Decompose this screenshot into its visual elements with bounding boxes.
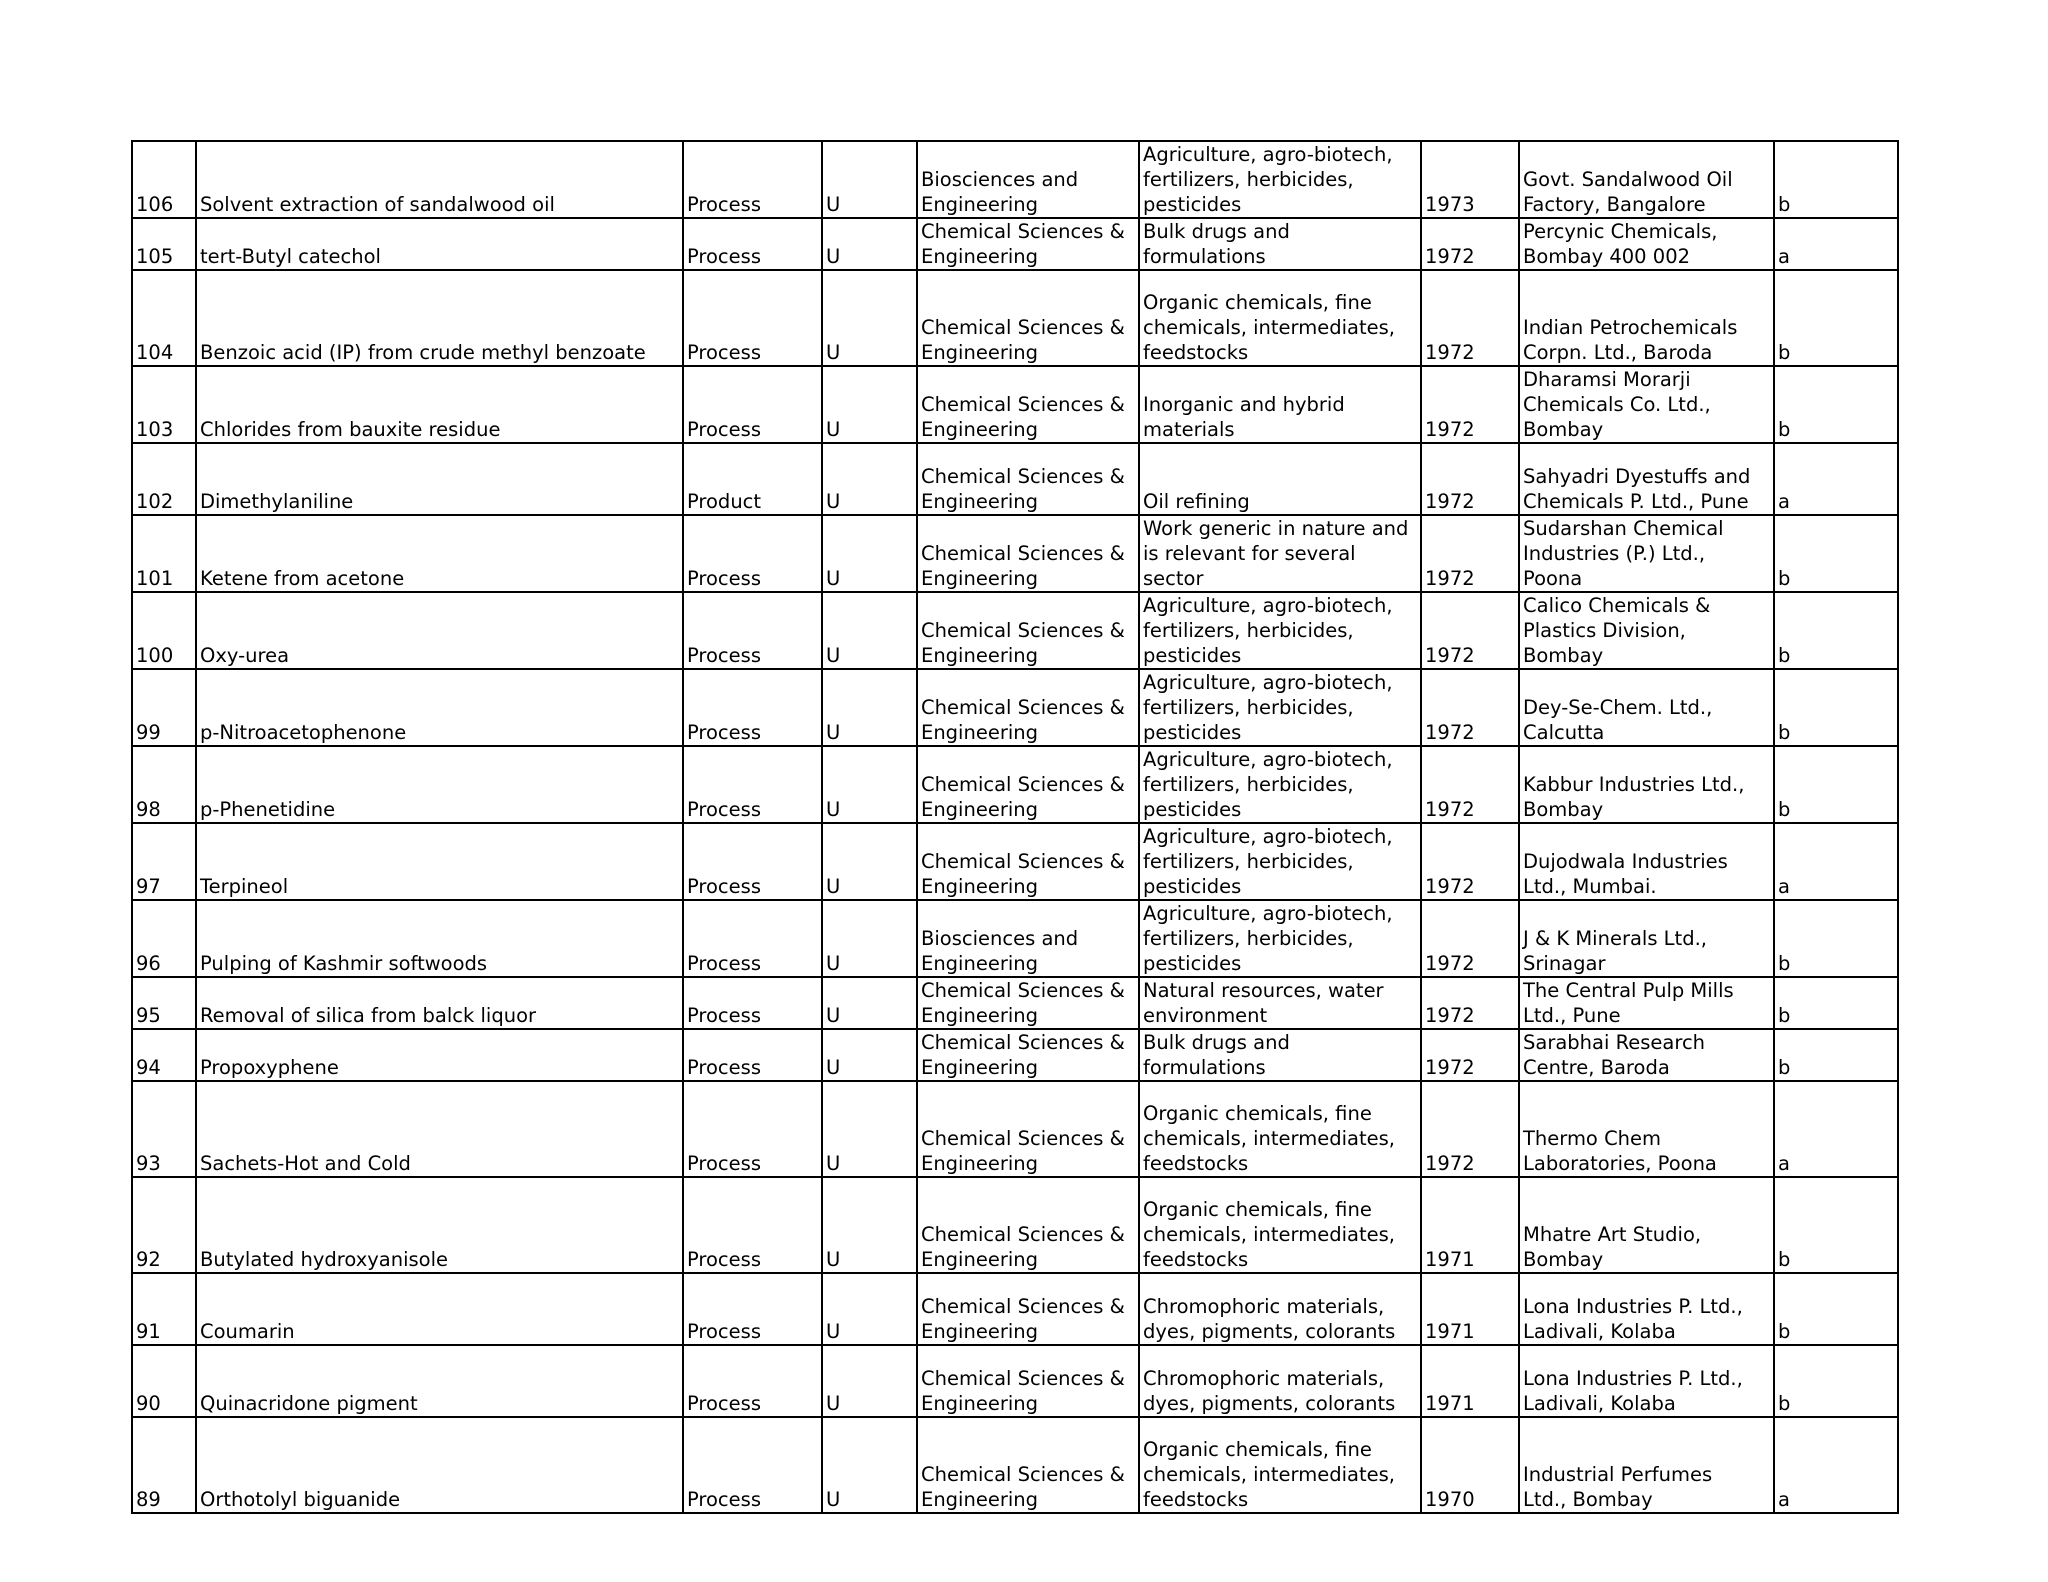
category-code-cell: b	[1774, 1177, 1898, 1273]
status-code-cell: U	[822, 1273, 917, 1345]
technology-type-cell: Process	[683, 218, 822, 270]
table-body	[132, 141, 1898, 1513]
industry-sector-cell: Organic chemicals, fine chemicals, intermediates, feedstocks	[1139, 1081, 1421, 1177]
research-area-cell: Chemical Sciences & Engineering	[917, 515, 1139, 592]
row-number-cell: 101	[132, 515, 196, 592]
category-code-cell: a	[1774, 1417, 1898, 1513]
licensee-cell: Lona Industries P. Ltd., Ladivali, Kolaba	[1519, 1273, 1774, 1345]
category-code-cell: b	[1774, 141, 1898, 218]
technology-table	[131, 140, 1899, 1514]
technology-type-cell: Process	[683, 1177, 822, 1273]
row-number-cell: 105	[132, 218, 196, 270]
technology-type-cell: Process	[683, 366, 822, 443]
table-row	[132, 669, 1898, 746]
research-area-cell: Chemical Sciences & Engineering	[917, 1273, 1139, 1345]
status-code-cell: U	[822, 270, 917, 366]
table-row	[132, 1345, 1898, 1417]
research-area-cell: Chemical Sciences & Engineering	[917, 1417, 1139, 1513]
research-area-cell: Biosciences and Engineering	[917, 141, 1139, 218]
technology-type-cell: Process	[683, 977, 822, 1029]
category-code-cell: a	[1774, 443, 1898, 515]
licensee-cell: J & K Minerals Ltd., Srinagar	[1519, 900, 1774, 977]
row-number-cell: 98	[132, 746, 196, 823]
industry-sector-cell: Organic chemicals, fine chemicals, intermediates, feedstocks	[1139, 270, 1421, 366]
table-row	[132, 746, 1898, 823]
year-cell: 1972	[1421, 823, 1519, 900]
research-area-cell: Chemical Sciences & Engineering	[917, 669, 1139, 746]
licensee-cell: Sahyadri Dyestuffs and Chemicals P. Ltd., Pune	[1519, 443, 1774, 515]
table-row	[132, 900, 1898, 977]
research-area-cell: Chemical Sciences & Engineering	[917, 270, 1139, 366]
row-number-cell: 103	[132, 366, 196, 443]
research-area-cell: Chemical Sciences & Engineering	[917, 443, 1139, 515]
year-cell: 1971	[1421, 1177, 1519, 1273]
licensee-cell: Sudarshan Chemical Industries (P.) Ltd., Poona	[1519, 515, 1774, 592]
licensee-cell: Indian Petrochemicals Corpn. Ltd., Baroda	[1519, 270, 1774, 366]
status-code-cell: U	[822, 1081, 917, 1177]
category-code-cell: b	[1774, 1273, 1898, 1345]
status-code-cell: U	[822, 1345, 917, 1417]
research-area-cell: Chemical Sciences & Engineering	[917, 1029, 1139, 1081]
licensee-cell: Mhatre Art Studio, Bombay	[1519, 1177, 1774, 1273]
category-code-cell: a	[1774, 218, 1898, 270]
technology-type-cell: Process	[683, 1417, 822, 1513]
status-code-cell: U	[822, 218, 917, 270]
technology-title-cell: Orthotolyl biguanide	[196, 1417, 683, 1513]
industry-sector-cell: Chromophoric materials, dyes, pigments, colorants	[1139, 1273, 1421, 1345]
year-cell: 1972	[1421, 366, 1519, 443]
row-number-cell: 106	[132, 141, 196, 218]
technology-type-cell: Process	[683, 515, 822, 592]
research-area-cell: Chemical Sciences & Engineering	[917, 1345, 1139, 1417]
status-code-cell: U	[822, 1417, 917, 1513]
licensee-cell: Dharamsi Morarji Chemicals Co. Ltd., Bombay	[1519, 366, 1774, 443]
industry-sector-cell: Bulk drugs and formulations	[1139, 1029, 1421, 1081]
technology-title-cell: Removal of silica from balck liquor	[196, 977, 683, 1029]
licensee-cell: Kabbur Industries Ltd., Bombay	[1519, 746, 1774, 823]
industry-sector-cell: Agriculture, agro-biotech, fertilizers, herbicides, pesticides	[1139, 746, 1421, 823]
status-code-cell: U	[822, 977, 917, 1029]
status-code-cell: U	[822, 746, 917, 823]
licensee-cell: Govt. Sandalwood Oil Factory, Bangalore	[1519, 141, 1774, 218]
licensee-cell: The Central Pulp Mills Ltd., Pune	[1519, 977, 1774, 1029]
technology-title-cell: Chlorides from bauxite residue	[196, 366, 683, 443]
technology-title-cell: p-Nitroacetophenone	[196, 669, 683, 746]
year-cell: 1972	[1421, 218, 1519, 270]
table-row	[132, 515, 1898, 592]
industry-sector-cell: Agriculture, agro-biotech, fertilizers, herbicides, pesticides	[1139, 669, 1421, 746]
status-code-cell: U	[822, 1029, 917, 1081]
row-number-cell: 93	[132, 1081, 196, 1177]
table-row	[132, 366, 1898, 443]
technology-title-cell: Pulping of Kashmir softwoods	[196, 900, 683, 977]
row-number-cell: 91	[132, 1273, 196, 1345]
year-cell: 1972	[1421, 270, 1519, 366]
table-row	[132, 1417, 1898, 1513]
industry-sector-cell: Organic chemicals, fine chemicals, intermediates, feedstocks	[1139, 1177, 1421, 1273]
table-row	[132, 443, 1898, 515]
table-row	[132, 1273, 1898, 1345]
industry-sector-cell: Oil refining	[1139, 443, 1421, 515]
technology-type-cell: Process	[683, 746, 822, 823]
table-row	[132, 1029, 1898, 1081]
category-code-cell: b	[1774, 366, 1898, 443]
year-cell: 1972	[1421, 592, 1519, 669]
row-number-cell: 94	[132, 1029, 196, 1081]
row-number-cell: 92	[132, 1177, 196, 1273]
category-code-cell: b	[1774, 270, 1898, 366]
category-code-cell: b	[1774, 515, 1898, 592]
category-code-cell: b	[1774, 592, 1898, 669]
industry-sector-cell: Chromophoric materials, dyes, pigments, colorants	[1139, 1345, 1421, 1417]
category-code-cell: a	[1774, 823, 1898, 900]
technology-type-cell: Process	[683, 592, 822, 669]
table-row	[132, 270, 1898, 366]
category-code-cell: b	[1774, 746, 1898, 823]
technology-type-cell: Process	[683, 823, 822, 900]
status-code-cell: U	[822, 366, 917, 443]
licensee-cell: Sarabhai Research Centre, Baroda	[1519, 1029, 1774, 1081]
industry-sector-cell: Bulk drugs and formulations	[1139, 218, 1421, 270]
row-number-cell: 89	[132, 1417, 196, 1513]
technology-type-cell: Process	[683, 1345, 822, 1417]
technology-title-cell: Solvent extraction of sandalwood oil	[196, 141, 683, 218]
year-cell: 1972	[1421, 746, 1519, 823]
table-row	[132, 218, 1898, 270]
technology-type-cell: Process	[683, 900, 822, 977]
status-code-cell: U	[822, 443, 917, 515]
industry-sector-cell: Agriculture, agro-biotech, fertilizers, herbicides, pesticides	[1139, 592, 1421, 669]
row-number-cell: 102	[132, 443, 196, 515]
technology-title-cell: Quinacridone pigment	[196, 1345, 683, 1417]
research-area-cell: Chemical Sciences & Engineering	[917, 218, 1139, 270]
industry-sector-cell: Agriculture, agro-biotech, fertilizers, herbicides, pesticides	[1139, 141, 1421, 218]
industry-sector-cell: Work generic in nature and is relevant for several sector	[1139, 515, 1421, 592]
year-cell: 1972	[1421, 515, 1519, 592]
technology-title-cell: tert-Butyl catechol	[196, 218, 683, 270]
technology-title-cell: Sachets-Hot and Cold	[196, 1081, 683, 1177]
row-number-cell: 100	[132, 592, 196, 669]
research-area-cell: Chemical Sciences & Engineering	[917, 1081, 1139, 1177]
licensee-cell: Calico Chemicals & Plastics Division, Bombay	[1519, 592, 1774, 669]
year-cell: 1970	[1421, 1417, 1519, 1513]
row-number-cell: 99	[132, 669, 196, 746]
table-row	[132, 1177, 1898, 1273]
research-area-cell: Biosciences and Engineering	[917, 900, 1139, 977]
table-row	[132, 141, 1898, 218]
row-number-cell: 104	[132, 270, 196, 366]
technology-title-cell: Terpineol	[196, 823, 683, 900]
category-code-cell: b	[1774, 669, 1898, 746]
year-cell: 1972	[1421, 1029, 1519, 1081]
licensee-cell: Percynic Chemicals, Bombay 400 002	[1519, 218, 1774, 270]
research-area-cell: Chemical Sciences & Engineering	[917, 1177, 1139, 1273]
year-cell: 1973	[1421, 141, 1519, 218]
year-cell: 1971	[1421, 1273, 1519, 1345]
industry-sector-cell: Natural resources, water environment	[1139, 977, 1421, 1029]
technology-title-cell: p-Phenetidine	[196, 746, 683, 823]
status-code-cell: U	[822, 1177, 917, 1273]
status-code-cell: U	[822, 900, 917, 977]
technology-type-cell: Product	[683, 443, 822, 515]
status-code-cell: U	[822, 669, 917, 746]
technology-title-cell: Ketene from acetone	[196, 515, 683, 592]
year-cell: 1972	[1421, 669, 1519, 746]
year-cell: 1972	[1421, 1081, 1519, 1177]
status-code-cell: U	[822, 592, 917, 669]
table-row	[132, 823, 1898, 900]
licensee-cell: Industrial Perfumes Ltd., Bombay	[1519, 1417, 1774, 1513]
category-code-cell: a	[1774, 1081, 1898, 1177]
industry-sector-cell: Organic chemicals, fine chemicals, intermediates, feedstocks	[1139, 1417, 1421, 1513]
row-number-cell: 90	[132, 1345, 196, 1417]
status-code-cell: U	[822, 141, 917, 218]
technology-type-cell: Process	[683, 1081, 822, 1177]
technology-type-cell: Process	[683, 141, 822, 218]
licensee-cell: Thermo Chem Laboratories, Poona	[1519, 1081, 1774, 1177]
row-number-cell: 95	[132, 977, 196, 1029]
industry-sector-cell: Agriculture, agro-biotech, fertilizers, herbicides, pesticides	[1139, 900, 1421, 977]
technology-title-cell: Butylated hydroxyanisole	[196, 1177, 683, 1273]
status-code-cell: U	[822, 823, 917, 900]
research-area-cell: Chemical Sciences & Engineering	[917, 823, 1139, 900]
technology-title-cell: Coumarin	[196, 1273, 683, 1345]
research-area-cell: Chemical Sciences & Engineering	[917, 366, 1139, 443]
industry-sector-cell: Inorganic and hybrid materials	[1139, 366, 1421, 443]
technology-type-cell: Process	[683, 1273, 822, 1345]
industry-sector-cell: Agriculture, agro-biotech, fertilizers, herbicides, pesticides	[1139, 823, 1421, 900]
table-row	[132, 1081, 1898, 1177]
row-number-cell: 96	[132, 900, 196, 977]
licensee-cell: Dujodwala Industries Ltd., Mumbai.	[1519, 823, 1774, 900]
table-row	[132, 592, 1898, 669]
category-code-cell: b	[1774, 977, 1898, 1029]
research-area-cell: Chemical Sciences & Engineering	[917, 592, 1139, 669]
technology-title-cell: Propoxyphene	[196, 1029, 683, 1081]
status-code-cell: U	[822, 515, 917, 592]
table-row	[132, 977, 1898, 1029]
category-code-cell: b	[1774, 1345, 1898, 1417]
year-cell: 1972	[1421, 443, 1519, 515]
category-code-cell: b	[1774, 900, 1898, 977]
licensee-cell: Lona Industries P. Ltd., Ladivali, Kolaba	[1519, 1345, 1774, 1417]
technology-type-cell: Process	[683, 1029, 822, 1081]
row-number-cell: 97	[132, 823, 196, 900]
licensee-cell: Dey-Se-Chem. Ltd., Calcutta	[1519, 669, 1774, 746]
technology-type-cell: Process	[683, 270, 822, 366]
technology-title-cell: Benzoic acid (IP) from crude methyl benzoate	[196, 270, 683, 366]
year-cell: 1971	[1421, 1345, 1519, 1417]
year-cell: 1972	[1421, 900, 1519, 977]
category-code-cell: b	[1774, 1029, 1898, 1081]
technology-type-cell: Process	[683, 669, 822, 746]
technology-title-cell: Dimethylaniline	[196, 443, 683, 515]
research-area-cell: Chemical Sciences & Engineering	[917, 977, 1139, 1029]
technology-title-cell: Oxy-urea	[196, 592, 683, 669]
research-area-cell: Chemical Sciences & Engineering	[917, 746, 1139, 823]
year-cell: 1972	[1421, 977, 1519, 1029]
